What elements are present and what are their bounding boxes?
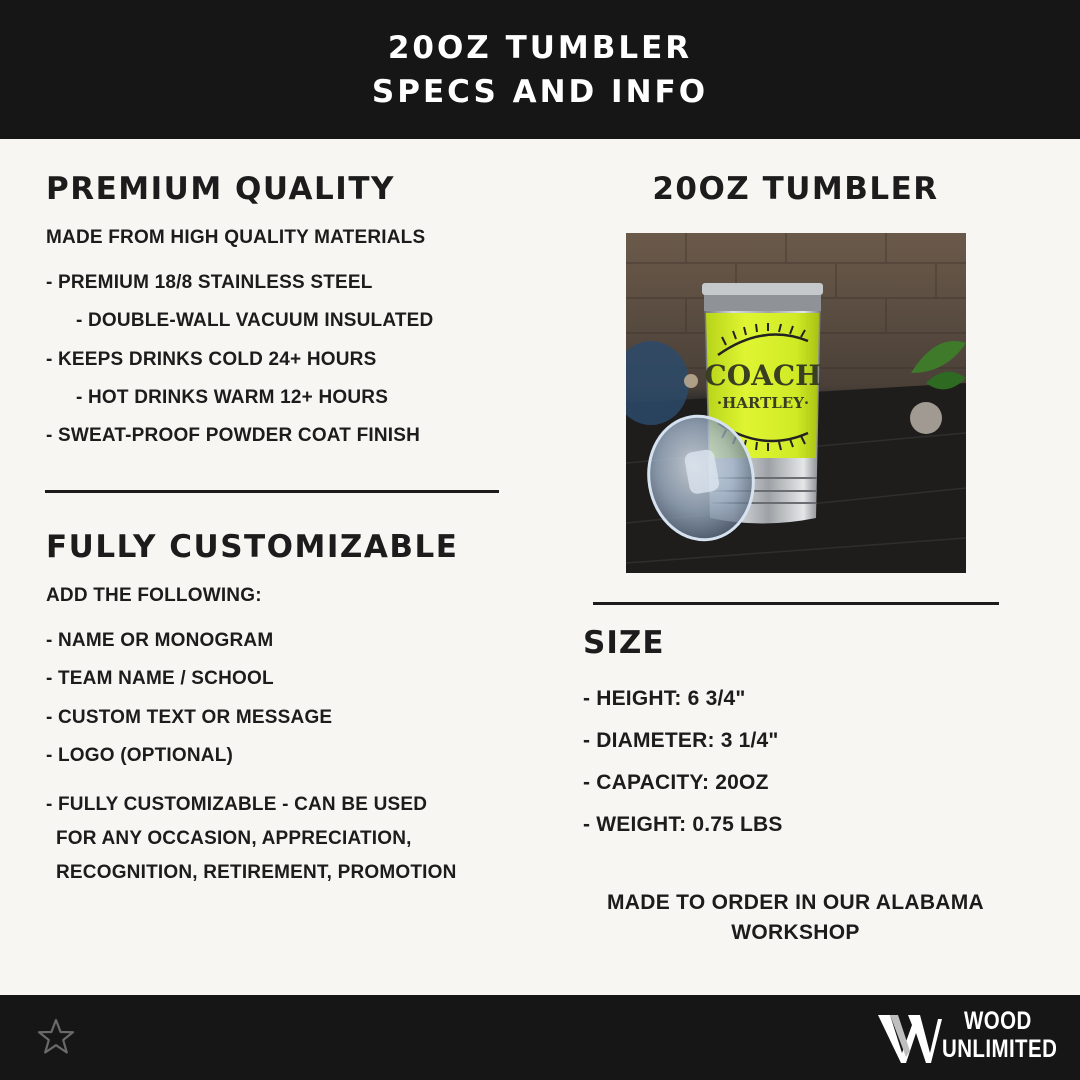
size-item: - DIAMETER: 3 1/4" <box>583 729 779 752</box>
right-divider <box>593 602 999 605</box>
premium-item: - HOT DRINKS WARM 12+ HOURS <box>76 387 389 408</box>
size-heading: SIZE <box>583 625 665 661</box>
premium-item: - DOUBLE-WALL VACUUM INSULATED <box>76 310 434 331</box>
custom-item: - CUSTOM TEXT OR MESSAGE <box>46 707 333 728</box>
tumbler-engraving-coach: COACH <box>704 359 822 392</box>
premium-quality-heading: PREMIUM QUALITY <box>46 171 395 207</box>
size-item: - HEIGHT: 6 3/4" <box>583 687 746 710</box>
header-title-line1: 20OZ TUMBLER <box>387 29 693 66</box>
size-item: - WEIGHT: 0.75 LBS <box>583 813 783 836</box>
customizable-intro: ADD THE FOLLOWING: <box>46 585 262 606</box>
premium-item: - KEEPS DRINKS COLD 24+ HOURS <box>46 349 377 370</box>
tumbler-photo <box>626 233 966 573</box>
star-outline-icon <box>36 1017 76 1057</box>
custom-note-line: - FULLY CUSTOMIZABLE - CAN BE USED <box>46 794 428 815</box>
custom-note-line: FOR ANY OCCASION, APPRECIATION, <box>56 828 412 849</box>
logo-word-wood: WOOD <box>964 1007 1032 1035</box>
premium-item: - SWEAT-PROOF POWDER COAT FINISH <box>46 425 421 446</box>
custom-item: - TEAM NAME / SCHOOL <box>46 668 274 689</box>
wood-unlimited-logo <box>876 1005 1056 1071</box>
w-monogram-icon <box>876 1005 942 1071</box>
left-divider <box>45 490 499 493</box>
custom-item: - NAME OR MONOGRAM <box>46 630 274 651</box>
made-to-order-note <box>583 888 1008 948</box>
product-heading: 20OZ TUMBLER <box>652 171 939 207</box>
header-banner <box>0 0 1080 139</box>
fully-customizable-heading: FULLY CUSTOMIZABLE <box>46 529 459 565</box>
custom-note-line: RECOGNITION, RETIREMENT, PROMOTION <box>56 862 457 883</box>
size-item: - CAPACITY: 20OZ <box>583 771 769 794</box>
header-title-line2: SPECS AND INFO <box>371 73 709 110</box>
made-line1: MADE TO ORDER IN OUR ALABAMA <box>606 891 985 914</box>
made-line2: WORKSHOP <box>731 921 860 944</box>
premium-item: - PREMIUM 18/8 STAINLESS STEEL <box>46 272 373 293</box>
tumbler-engraving-name: ·HARTLEY· <box>716 394 810 412</box>
custom-item: - LOGO (OPTIONAL) <box>46 745 234 766</box>
logo-word-unlimited: UNLIMITED <box>942 1035 1058 1063</box>
footer-banner <box>0 995 1080 1080</box>
premium-quality-intro: MADE FROM HIGH QUALITY MATERIALS <box>46 227 426 248</box>
